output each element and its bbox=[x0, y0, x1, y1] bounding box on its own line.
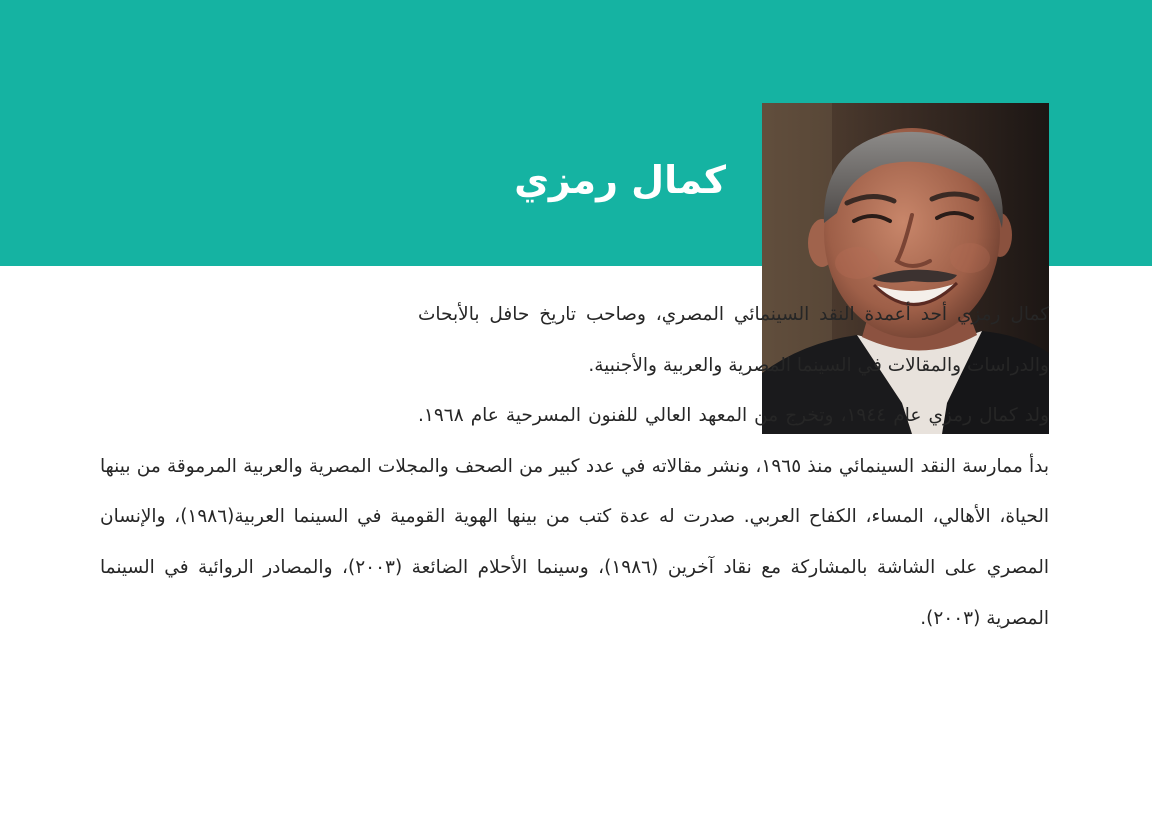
bio-paragraph-1: كمال رمزي أحد أعمدة النقد السينمائي المصري، وصاحب تاريخ حافل بالأبحاث والدراسات والمقالات في السينما المصرية والعربية والأجنبية. bbox=[418, 304, 1049, 376]
bio-paragraph-2: ولد كمال رمزي عام ١٩٤٤، وتخرج من المعهد العالي للفنون المسرحية عام ١٩٦٨. بدأ ممارسة النقد السينمائي منذ ١٩٦٥، ونشر مقالاته في عدد كبير من الصحف والمجلات المصرية والعربية المرموقة من بينها الحياة، الأهالي، المساء، الكفاح العربي. صدرت له عدة كتب من بينها الهوية القومية في السينما العربية(١٩٨٦)، والإنسان المصري على الشاشة بالمشاركة مع نقاد آخرين (١٩٨٦)، وسينما الأحلام الضائعة (٢٠٠٣)، والمصادر الروائية في السينما المصرية (٢٠٠٣). bbox=[100, 405, 1050, 629]
portrait-spacer bbox=[100, 290, 418, 440]
page-title: كمال رمزي bbox=[514, 158, 726, 202]
biography-text bbox=[100, 290, 1049, 644]
